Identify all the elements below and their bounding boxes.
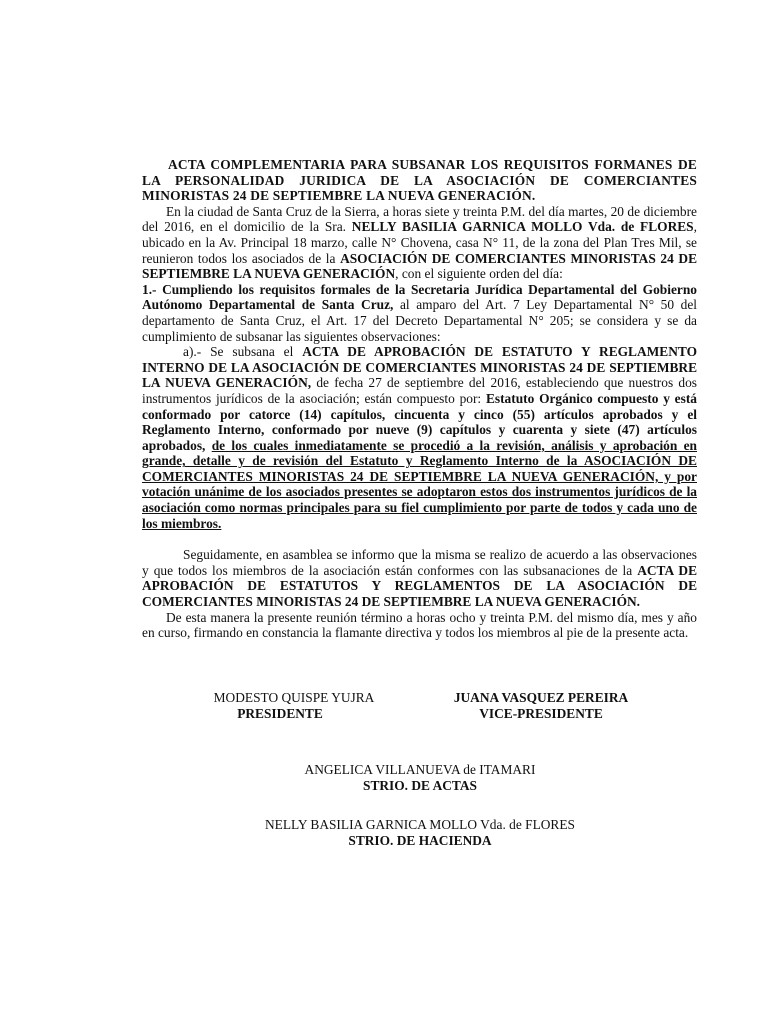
point-a-paragraph bbox=[142, 344, 697, 531]
signature-secretary-minutes bbox=[270, 762, 570, 793]
signature-role: PRESIDENTE bbox=[237, 705, 323, 721]
signature-name: JUANA VASQUEZ PEREIRA bbox=[453, 690, 629, 705]
point-a-statute-detail: Estatuto Orgánico compuesto y está conformado por catorce (14) capítulos, cincuenta y cinco (55) artículos aprobados y el Reglamento Interno, conformado por nueve (9) capítulos y cuarenta y siete (47) artículos aprobados bbox=[142, 390, 697, 453]
signature-name: ANGELICA VILLANUEVA de ITAMARI bbox=[304, 762, 536, 777]
signature-role: VICE-PRESIDENTE bbox=[479, 705, 603, 721]
point-a-act-name: ACTA DE APROBACIÓN DE ESTATUTO Y REGLAMENTO INTERNO DE LA ASOCIACIÓN DE COMERCIANTES MINORISTAS 24 DE SEPTIEMBRE LA NUEVA GENERACIÓN, bbox=[142, 344, 697, 391]
point-a-text-2: de fecha 27 de septiembre del 2016, estableciendo que nuestros dos instrumentos jurídicos de la asociación; están compuesto por: bbox=[142, 375, 698, 406]
intro-text-3: , con el siguiente orden del día: bbox=[395, 266, 563, 282]
signature-name: NELLY BASILIA GARNICA MOLLO Vda. de FLORES bbox=[265, 817, 575, 832]
point-a-text-1: a).- Se subsana el bbox=[183, 344, 303, 360]
closing-1-act-name: ACTA DE APROBACIÓN DE ESTATUTOS Y REGLAMENTOS DE LA ASOCIACIÓN DE COMERCIANTES MINORISTAS 24 DE SEPTIEMBRE LA NUEVA GENERACIÓN. bbox=[142, 562, 697, 610]
point-1-text: al amparo del Art. 7 Ley Departamental N° 50 del departamento de Santa Cruz, el Art. 17 del Decreto Departamental N° 205; se considera y se da cumplimiento de subsanar las siguientes observaciones: bbox=[142, 297, 698, 344]
signature-role: STRIO. DE ACTAS bbox=[363, 777, 477, 793]
intro-text-1: En la ciudad de Santa Cruz de la Sierra, a horas siete y treinta P.M. del día martes, 20 de diciembre del 2016, en el domicilio de la Sra. bbox=[142, 203, 697, 235]
signature-role: STRIO. DE HACIENDA bbox=[348, 832, 492, 848]
intro-paragraph bbox=[142, 204, 697, 282]
closing-paragraph-2: De esta manera la presente reunión término a horas ocho y treinta P.M. del mismo día, mes y año en curso, firmando en constancia la flamante directiva y todos los miembros al pie de la presente acta. bbox=[142, 609, 697, 641]
point-1-heading: 1.- Cumpliendo los requisitos formales de la Secretaria Jurídica Departamental del Gobierno Autónomo Departamental de Santa Cruz, bbox=[142, 281, 697, 313]
point-1-paragraph bbox=[142, 282, 697, 344]
association-name: ASOCIACIÓN DE COMERCIANTES MINORISTAS 24 DE SEPTIEMBRE LA NUEVA GENERACIÓN bbox=[142, 250, 698, 282]
point-a-comma: , bbox=[202, 437, 212, 453]
document-body bbox=[142, 157, 697, 641]
closing-1-text: Seguidamente, en asamblea se informo que la misma se realizo de acuerdo a las observaciones y que todos los miembros de la asociación están conformes con las subsanaciones de la bbox=[142, 547, 697, 578]
signature-president bbox=[196, 690, 392, 721]
closing-paragraph-1 bbox=[142, 547, 697, 609]
document-title: ACTA COMPLEMENTARIA PARA SUBSANAR LOS REQUISITOS FORMANES DE LA PERSONALIDAD JURIDICA DE LA ASOCIACIÓN DE COMERCIANTES MINORISTAS 24 DE SEPTIEMBRE LA NUEVA GENERACIÓN. bbox=[142, 157, 697, 204]
point-a-underlined-text: de los cuales inmediatamente se procedió a la revisión, análisis y aprobación en grande, detalle y de revisión del Estatuto y Reglamento Interno de la ASOCIACIÓN DE COMERCIANTES MINORISTAS 24 DE SEPTIEMBRE LA NUEVA GENERACIÓN, y por votación unánime de los asociados presentes se adoptaron estos dos instrumentos jurídicos de la asociación como normas principales para su fiel cumplimiento por parte de todos y cada uno de los miembros. bbox=[142, 437, 698, 531]
host-name: NELLY BASILIA GARNICA MOLLO Vda. de FLORES bbox=[351, 219, 694, 235]
signature-secretary-treasury bbox=[222, 817, 618, 848]
signature-name: MODESTO QUISPE YUJRA bbox=[213, 690, 375, 705]
signature-vice-president bbox=[430, 690, 652, 721]
intro-text-2: , ubicado en la Av. Principal 18 marzo, calle N° Chovena, casa N° 11, de la zona del Plan Tres Mil, se reunieron todos los asociados de la bbox=[142, 219, 697, 266]
